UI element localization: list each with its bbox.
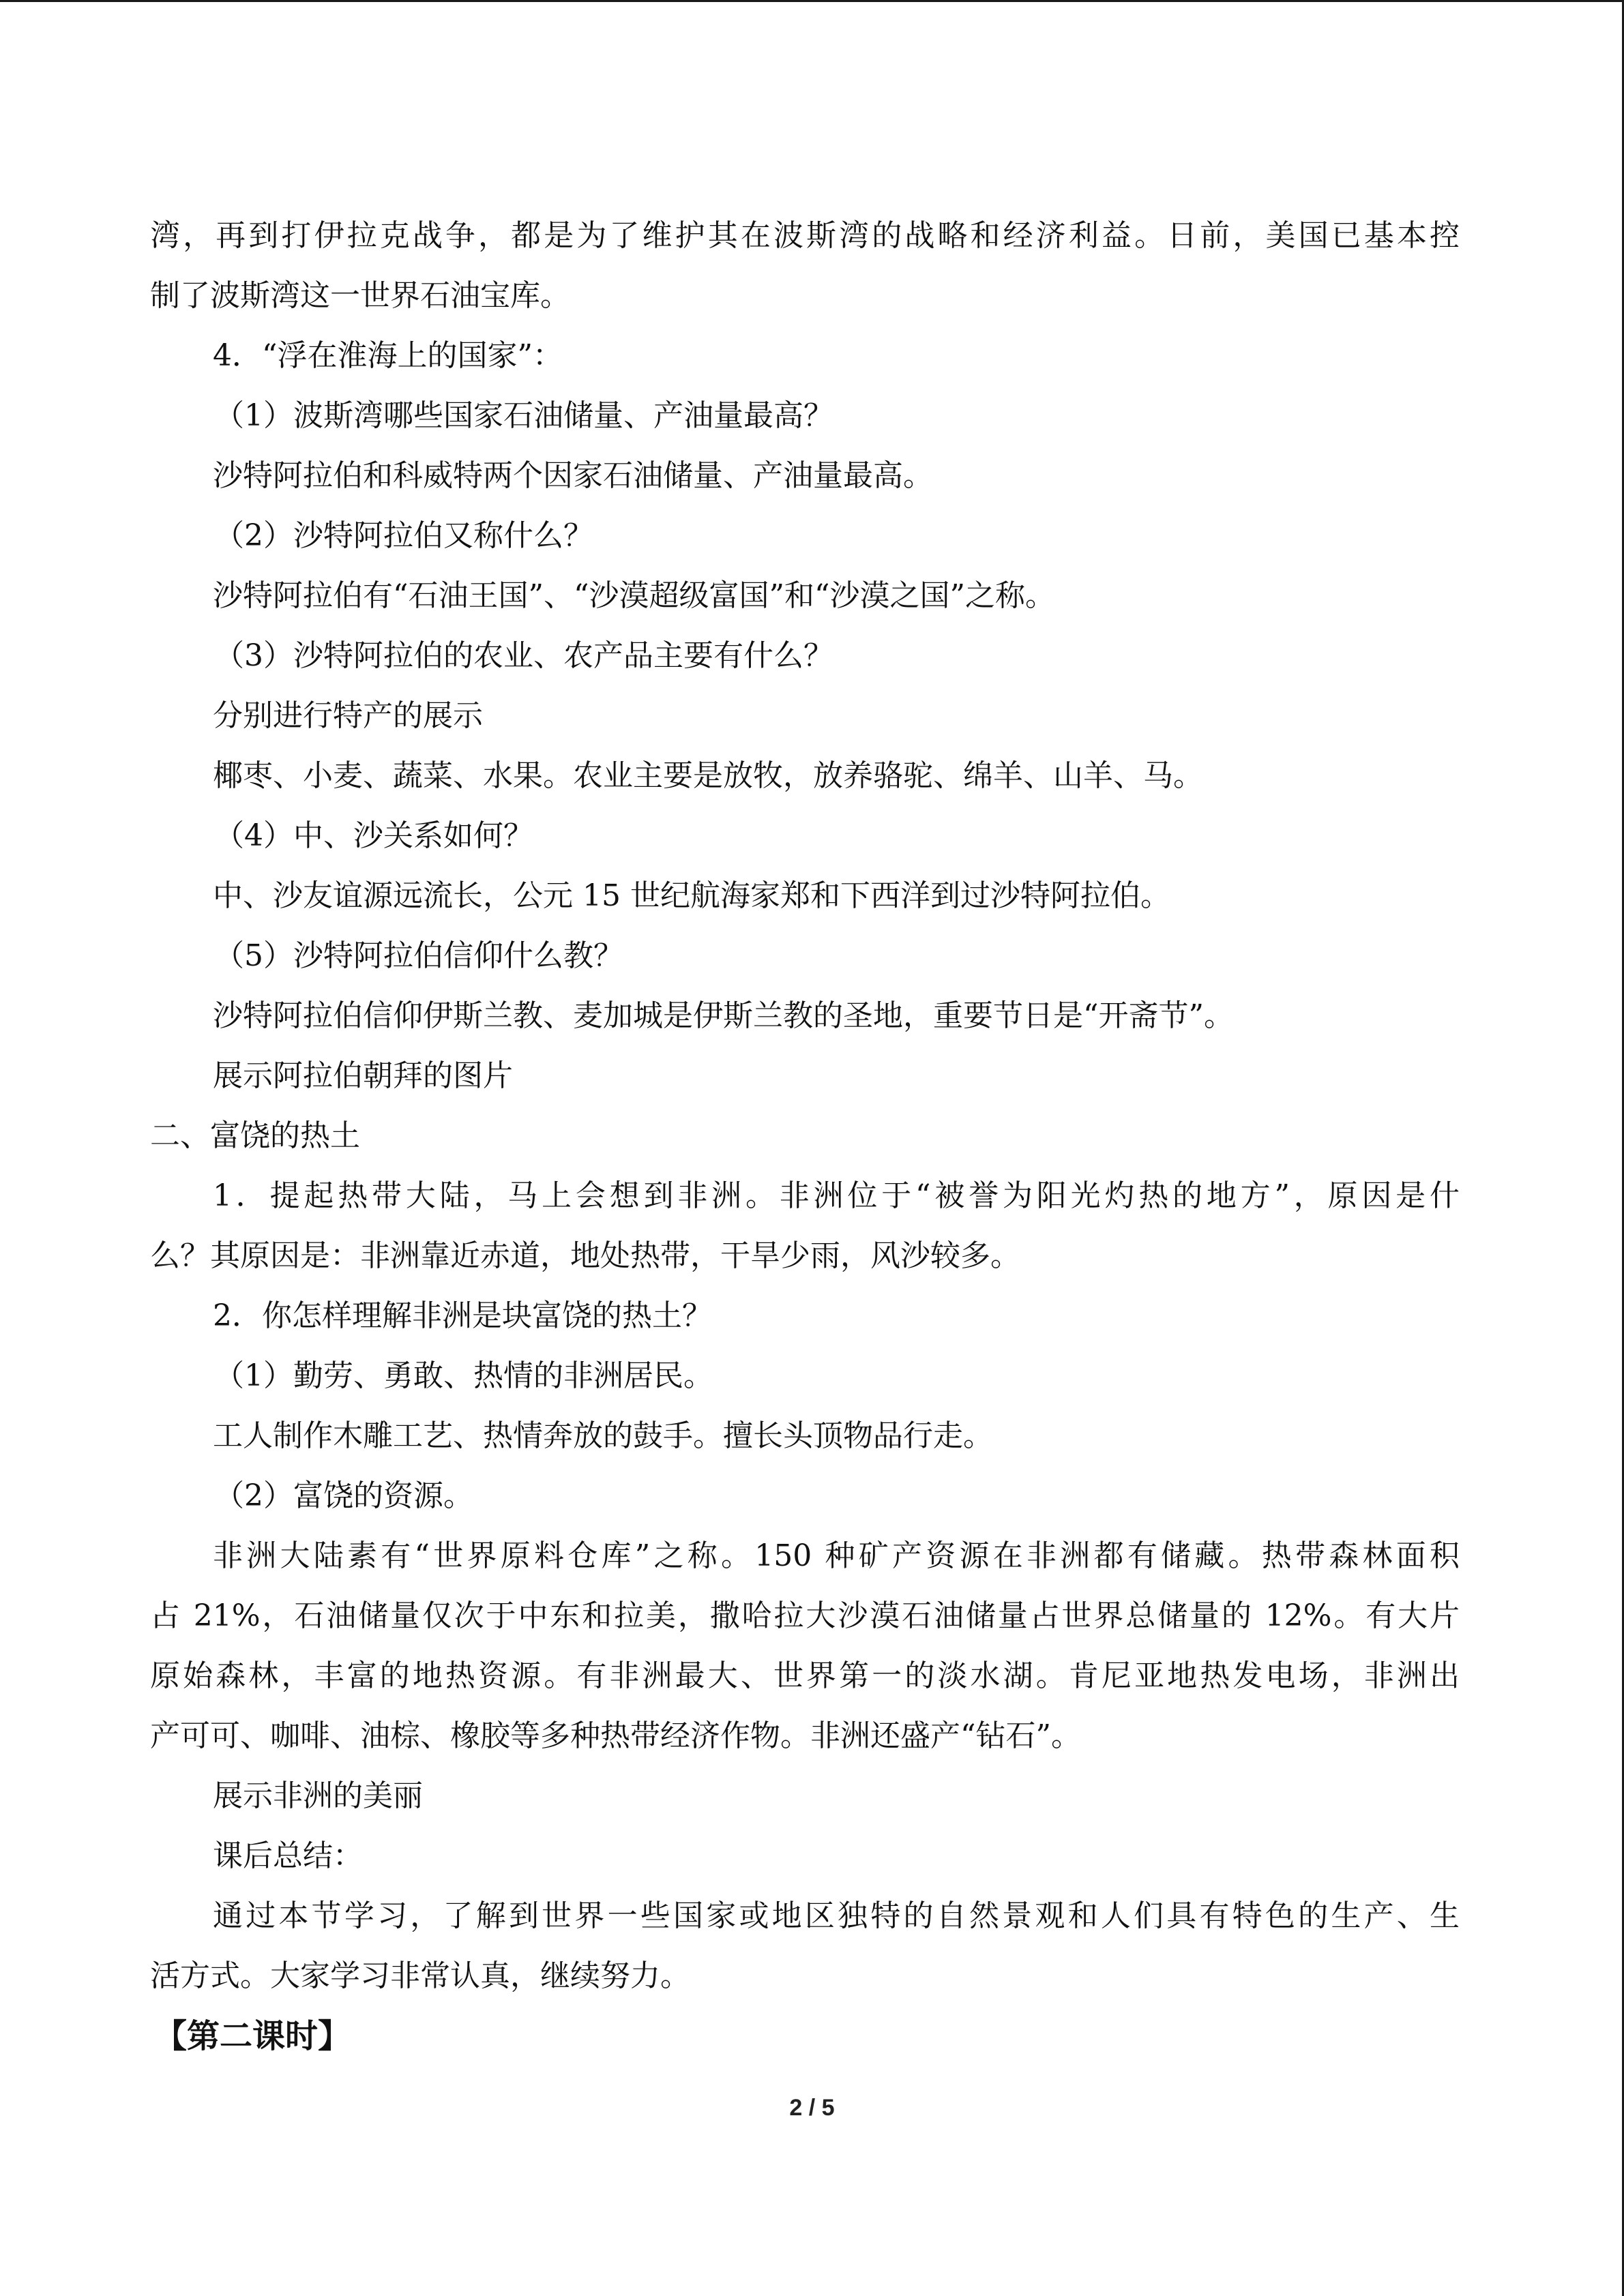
answer-line: 中、沙友谊源远流长，公元 15 世纪航海家郑和下西洋到过沙特阿拉伯。 — [213, 878, 1170, 913]
lesson-heading: 【第二课时】 — [154, 2017, 351, 2055]
answer-line: 工人制作木雕工艺、热情奔放的鼓手。擅长头顶物品行走。 — [213, 1418, 993, 1453]
sub-question: （3）沙特阿拉伯的农业、农产品主要有什么？ — [214, 638, 833, 673]
question-heading: 4．“浮在淮海上的国家”： — [213, 338, 563, 373]
sub-question: （1）波斯湾哪些国家石油储量、产油量最高？ — [214, 398, 833, 433]
sub-question: （2）富饶的资源。 — [214, 1478, 473, 1513]
answer-line: 沙特阿拉伯有“石油王国”、“沙漠超级富国”和“沙漠之国”之称。 — [213, 578, 1055, 613]
paragraph-line: 制了波斯湾这一世界石油宝库。 — [150, 278, 570, 313]
sub-question: （4）中、沙关系如何？ — [214, 818, 533, 853]
page-number: 2 / 5 — [789, 2095, 835, 2121]
paragraph-line: 非洲大陆素有“世界原料仓库”之称。150 种矿产资源在非洲都有储藏。热带森林面积 — [213, 1538, 1460, 1573]
paragraph-line: 活方式。大家学习非常认真，继续努力。 — [150, 1958, 690, 1993]
paragraph-line: 么？其原因是：非洲靠近赤道，地处热带，干旱少雨，风沙较多。 — [150, 1238, 1020, 1273]
paragraph-line: 展示阿拉伯朝拜的图片 — [213, 1058, 513, 1093]
paragraph-line: 1．提起热带大陆，马上会想到非洲。非洲位于“被誉为阳光灼热的地方”，原因是什 — [213, 1178, 1460, 1213]
paragraph-line: 分别进行特产的展示 — [213, 698, 483, 733]
page-top-border — [0, 0, 1624, 2]
paragraph-line: 原始森林，丰富的地热资源。有非洲最大、世界第一的淡水湖。肯尼亚地热发电场，非洲出 — [150, 1658, 1460, 1693]
paragraph-line: 湾，再到打伊拉克战争，都是为了维护其在波斯湾的战略和经济利益。日前，美国已基本控 — [150, 218, 1460, 253]
paragraph-line: 占 21%，石油储量仅次于中东和拉美，撒哈拉大沙漠石油储量占世界总储量的 12%。有大片 — [150, 1598, 1460, 1633]
document-body — [150, 206, 1460, 2066]
paragraph-line: 展示非洲的美丽 — [213, 1778, 423, 1813]
sub-question: （5）沙特阿拉伯信仰什么教？ — [214, 938, 623, 973]
answer-line: 椰枣、小麦、蔬菜、水果。农业主要是放牧，放养骆驼、绵羊、山羊、马。 — [213, 758, 1203, 793]
sub-question: （2）沙特阿拉伯又称什么？ — [214, 518, 593, 553]
section-title: 二、富饶的热土 — [150, 1118, 360, 1153]
paragraph-line: 通过本节学习，了解到世界一些国家或地区独特的自然景观和人们具有特色的生产、生 — [213, 1898, 1460, 1933]
answer-line: 沙特阿拉伯信仰伊斯兰教、麦加城是伊斯兰教的圣地，重要节日是“开斋节”。 — [213, 998, 1234, 1033]
question-heading: 2．你怎样理解非洲是块富饶的热土？ — [213, 1298, 712, 1333]
answer-line: 沙特阿拉伯和科威特两个因家石油储量、产油量最高。 — [213, 458, 933, 493]
sub-question: （1）勤劳、勇敢、热情的非洲居民。 — [214, 1358, 713, 1393]
paragraph-line: 产可可、咖啡、油棕、橡胶等多种热带经济作物。非洲还盛产“钻石”。 — [150, 1718, 1081, 1753]
summary-label: 课后总结： — [213, 1838, 363, 1873]
